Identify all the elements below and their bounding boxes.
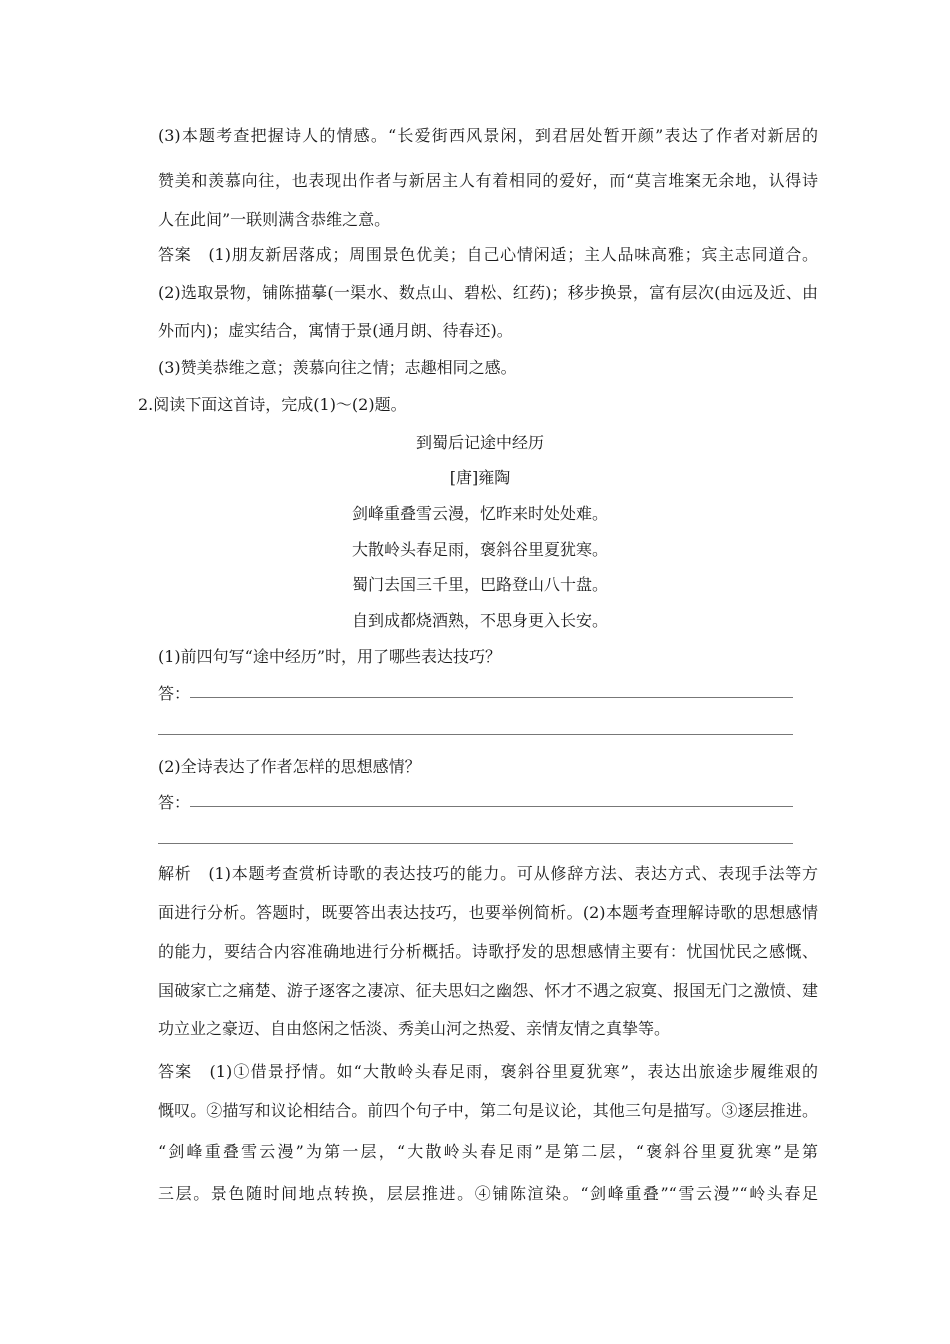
answer-line-blank[interactable] [158,734,793,735]
sub-question-2: (2)全诗表达了作者怎样的思想感情？ [158,757,421,776]
answer-line: “剑峰重叠雪云漫”为第一层，“大散岭头春足雨”是第二层，“褒斜谷里夏犹寒”是第 [158,1142,818,1161]
answer-line-blank[interactable] [158,843,793,844]
poem-line: 大散岭头春足雨，褒斜谷里夏犹寒。 [351,540,608,559]
answer-line: (3)赞美恭维之意；羡慕向往之情；志趣相同之感。 [158,358,517,377]
analysis-line: 国破家亡之痛楚、游子逐客之凄凉、征夫思妇之幽怨、怀才不遇之寂寞、报国无门之激愤、建 [158,981,818,1000]
analysis-line: 赞美和羡慕向往，也表现出作者与新居主人有着相同的爱好，而“莫言堆案无余地，认得诗 [158,171,818,190]
answer-line: (2)选取景物，铺陈描摹(一渠水、数点山、碧松、红药)；移步换景，富有层次(由远及近、由 [158,283,818,302]
analysis-line: 的能力，要结合内容准确地进行分析概括。诗歌抒发的思想感情主要有：忧国忧民之感慨、 [158,942,818,961]
analysis-line: 面进行分析。答题时，既要答出表达技巧，也要举例简析。(2)本题考查理解诗歌的思想感情 [158,903,818,922]
answer-label-2: 答： [158,793,191,812]
answer-line: 慨叹。②描写和议论相结合。前四个句子中，第二句是议论，其他三句是描写。③逐层推进。 [158,1101,818,1120]
analysis-line: 解析 (1)本题考查赏析诗歌的表达技巧的能力。可从修辞方法、表达方式、表现手法等方 [158,864,818,883]
poem-line: 蜀门去国三千里，巴路登山八十盘。 [351,575,608,594]
analysis-line: 人在此间”一联则满含恭维之意。 [158,210,391,229]
poem-author: [唐]雍陶 [449,468,511,487]
poem-line: 剑峰重叠雪云漫，忆昨来时处处难。 [351,504,608,523]
question-prompt: 2.阅读下面这首诗，完成(1)～(2)题。 [138,395,407,414]
answer-line-blank[interactable] [190,806,793,807]
sub-question-1: (1)前四句写“途中经历”时，用了哪些表达技巧？ [158,647,502,666]
answer-label-1: 答： [158,684,191,703]
answer-line: 答案 (1)①借景抒情。如“大散岭头春足雨，褒斜谷里夏犹寒”，表达出旅途步履维艰的 [158,1062,818,1081]
answer-line: 答案 (1)朋友新居落成；周围景色优美；自己心情闲适；主人品味高雅；宾主志同道合。 [158,245,818,264]
answer-line: 三层。景色随时间地点转换，层层推进。④铺陈渲染。“剑峰重叠”“雪云漫”“岭头春足 [158,1184,818,1203]
analysis-line: (3)本题考查把握诗人的情感。“长爱街西风景闲，到君居处暂开颜”表达了作者对新居的 [158,126,818,145]
poem-title: 到蜀后记途中经历 [415,433,544,452]
answer-line-blank[interactable] [190,697,793,698]
poem-line: 自到成都烧酒熟，不思身更入长安。 [351,611,608,630]
analysis-line: 功立业之豪迈、自由悠闲之恬淡、秀美山河之热爱、亲情友情之真挚等。 [158,1019,671,1038]
answer-line: 外而内)；虚实结合，寓情于景(通月朗、待春还)。 [158,321,513,340]
